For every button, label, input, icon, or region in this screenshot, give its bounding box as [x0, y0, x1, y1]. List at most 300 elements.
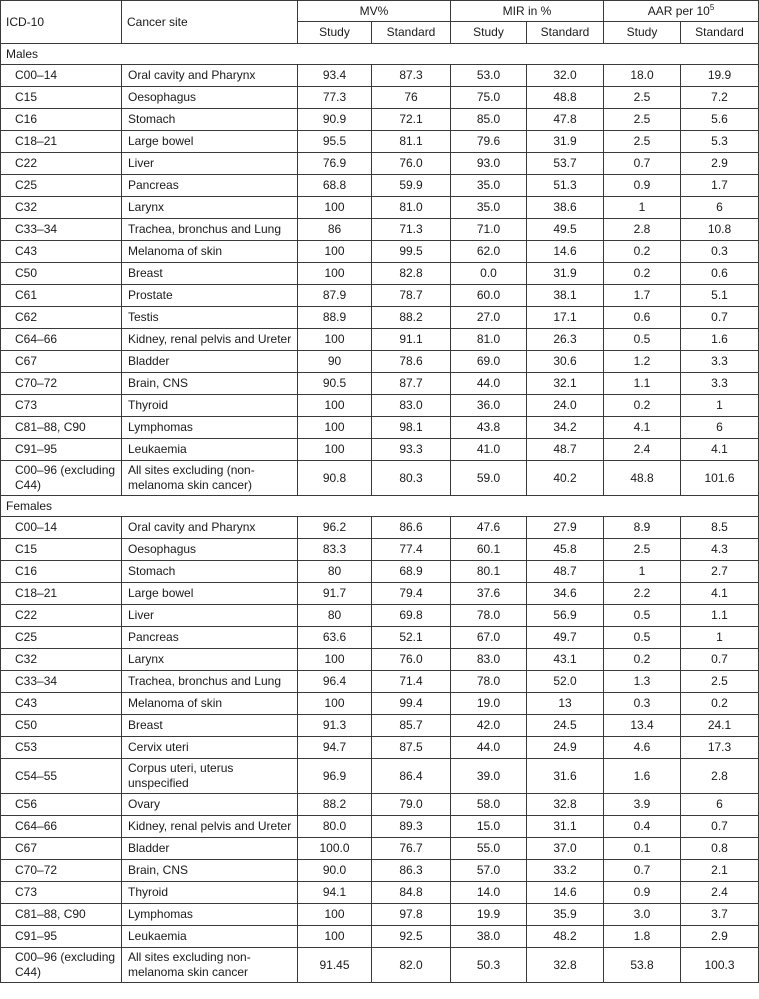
aar-standard-cell: 0.7: [681, 816, 759, 838]
table-body: [1, 44, 759, 983]
aar-standard-cell: 0.7: [681, 307, 759, 329]
aar-standard-cell: 3.7: [681, 904, 759, 926]
cancer-site-cell: Breast: [122, 263, 298, 285]
cancer-site-cell: Bladder: [122, 351, 298, 373]
mv-study-cell: 100: [298, 904, 372, 926]
aar-study-cell: 0.5: [604, 329, 681, 351]
mir-study-cell: 55.0: [451, 838, 527, 860]
cancer-site-cell: Oral cavity and Pharynx: [122, 517, 298, 539]
aar-study-cell: 2.5: [604, 109, 681, 131]
mv-standard-cell: 89.3: [372, 816, 451, 838]
cancer-site-cell: Testis: [122, 307, 298, 329]
icd-code-cell: C70–72: [1, 373, 122, 395]
icd-code-cell: C18–21: [1, 583, 122, 605]
mir-study-cell: 85.0: [451, 109, 527, 131]
aar-standard-cell: 2.5: [681, 671, 759, 693]
mir-study-cell: 50.3: [451, 948, 527, 983]
cancer-site-cell: Ovary: [122, 794, 298, 816]
mv-study-cell: 100: [298, 241, 372, 263]
aar-study-cell: 0.6: [604, 307, 681, 329]
mir-standard-cell: 17.1: [527, 307, 604, 329]
mir-study-cell: 80.1: [451, 561, 527, 583]
aar-standard-cell: 2.1: [681, 860, 759, 882]
table-row: [1, 671, 759, 693]
mir-standard-cell: 37.0: [527, 838, 604, 860]
aar-standard-cell: 1: [681, 395, 759, 417]
mir-study-cell: 43.8: [451, 417, 527, 439]
mir-study-header: Study: [451, 22, 527, 44]
mir-group-header: [451, 1, 604, 22]
mir-standard-cell: 53.7: [527, 153, 604, 175]
aar-group-header: [604, 1, 759, 22]
cancer-site-cell: Liver: [122, 605, 298, 627]
table-row: [1, 627, 759, 649]
aar-study-cell: 0.2: [604, 241, 681, 263]
aar-study-cell: 13.4: [604, 715, 681, 737]
section-row: [1, 44, 759, 65]
aar-standard-cell: 6: [681, 417, 759, 439]
table-row: [1, 263, 759, 285]
aar-standard-cell: 1.7: [681, 175, 759, 197]
cancer-site-cell: Liver: [122, 153, 298, 175]
cancer-site-cell: Oral cavity and Pharynx: [122, 65, 298, 87]
icd-code-cell: C43: [1, 241, 122, 263]
mir-study-cell: 67.0: [451, 627, 527, 649]
aar-standard-cell: 5.1: [681, 285, 759, 307]
table-row: [1, 948, 759, 983]
mv-study-cell: 80: [298, 561, 372, 583]
mv-standard-cell: 97.8: [372, 904, 451, 926]
mir-study-cell: 19.9: [451, 904, 527, 926]
aar-study-cell: 1.8: [604, 926, 681, 948]
cancer-site-cell: Oesophagus: [122, 539, 298, 561]
mv-standard-cell: 71.4: [372, 671, 451, 693]
mv-standard-cell: 86.4: [372, 759, 451, 794]
aar-study-cell: 2.8: [604, 219, 681, 241]
aar-study-cell: 4.1: [604, 417, 681, 439]
cancer-site-cell: Leukaemia: [122, 926, 298, 948]
table-row: [1, 109, 759, 131]
mv-study-cell: 100: [298, 417, 372, 439]
icd-code-cell: C25: [1, 627, 122, 649]
mv-standard-cell: 76: [372, 87, 451, 109]
mv-standard-cell: 99.4: [372, 693, 451, 715]
table-row: [1, 87, 759, 109]
table-header: [1, 1, 759, 44]
mir-study-cell: 79.6: [451, 131, 527, 153]
mv-study-cell: 83.3: [298, 539, 372, 561]
mir-standard-cell: 52.0: [527, 671, 604, 693]
icd-code-cell: C81–88, C90: [1, 417, 122, 439]
mir-standard-cell: 49.5: [527, 219, 604, 241]
mir-study-cell: 60.1: [451, 539, 527, 561]
mv-study-cell: 100: [298, 439, 372, 461]
mir-study-cell: 47.6: [451, 517, 527, 539]
aar-study-cell: 0.7: [604, 153, 681, 175]
aar-standard-cell: 0.7: [681, 649, 759, 671]
mir-study-cell: 19.0: [451, 693, 527, 715]
aar-standard-cell: 5.6: [681, 109, 759, 131]
aar-standard-cell: 100.3: [681, 948, 759, 983]
mv-standard-cell: 68.9: [372, 561, 451, 583]
aar-study-cell: 2.5: [604, 539, 681, 561]
mir-standard-cell: 32.1: [527, 373, 604, 395]
mv-study-cell: 100: [298, 197, 372, 219]
table-row: [1, 759, 759, 794]
mv-study-cell: 95.5: [298, 131, 372, 153]
mir-standard-cell: 14.6: [527, 241, 604, 263]
icd-code-cell: C81–88, C90: [1, 904, 122, 926]
mir-standard-cell: 30.6: [527, 351, 604, 373]
mir-standard-cell: 31.9: [527, 131, 604, 153]
icd-code-cell: C91–95: [1, 926, 122, 948]
mv-study-cell: 94.7: [298, 737, 372, 759]
mir-study-cell: 44.0: [451, 373, 527, 395]
cancer-site-cell: Large bowel: [122, 131, 298, 153]
aar-study-cell: 18.0: [604, 65, 681, 87]
aar-standard-cell: 0.3: [681, 241, 759, 263]
aar-standard-cell: 17.3: [681, 737, 759, 759]
mv-standard-cell: 87.3: [372, 65, 451, 87]
cancer-site-cell: Large bowel: [122, 583, 298, 605]
aar-standard-cell: 3.3: [681, 351, 759, 373]
aar-study-cell: 1: [604, 561, 681, 583]
aar-study-cell: 1.6: [604, 759, 681, 794]
mv-study-cell: 68.8: [298, 175, 372, 197]
icd-code-cell: C62: [1, 307, 122, 329]
table-row: [1, 860, 759, 882]
mv-study-cell: 91.3: [298, 715, 372, 737]
mir-standard-cell: 38.1: [527, 285, 604, 307]
cancer-site-cell: Pancreas: [122, 627, 298, 649]
mir-study-cell: 35.0: [451, 175, 527, 197]
mv-standard-cell: 78.7: [372, 285, 451, 307]
icd-code-cell: C50: [1, 715, 122, 737]
table-row: [1, 461, 759, 496]
aar-study-cell: 2.5: [604, 87, 681, 109]
aar-study-cell: 0.2: [604, 263, 681, 285]
mir-study-cell: 75.0: [451, 87, 527, 109]
mir-study-cell: 60.0: [451, 285, 527, 307]
mv-study-cell: 100: [298, 329, 372, 351]
mv-study-cell: 91.7: [298, 583, 372, 605]
mir-study-cell: 81.0: [451, 329, 527, 351]
aar-group-exponent: 5: [709, 2, 715, 12]
cancer-site-cell: All sites excluding non-melanoma skin cancer: [122, 948, 298, 983]
mir-standard-cell: 43.1: [527, 649, 604, 671]
mir-study-cell: 14.0: [451, 882, 527, 904]
mir-standard-cell: 34.6: [527, 583, 604, 605]
mir-study-cell: 35.0: [451, 197, 527, 219]
mir-standard-cell: 45.8: [527, 539, 604, 561]
table-row: [1, 838, 759, 860]
mir-study-cell: 78.0: [451, 605, 527, 627]
mir-standard-cell: 48.7: [527, 561, 604, 583]
mv-standard-cell: 87.7: [372, 373, 451, 395]
aar-study-cell: 0.2: [604, 649, 681, 671]
site-column-header: Cancer site: [122, 1, 298, 44]
icd-code-cell: C50: [1, 263, 122, 285]
mir-study-cell: 39.0: [451, 759, 527, 794]
mir-standard-cell: 32.0: [527, 65, 604, 87]
mv-study-cell: 90.8: [298, 461, 372, 496]
icd-code-cell: C15: [1, 87, 122, 109]
aar-standard-cell: 0.2: [681, 693, 759, 715]
mir-study-cell: 0.0: [451, 263, 527, 285]
mv-study-cell: 100: [298, 263, 372, 285]
icd-code-cell: C22: [1, 605, 122, 627]
cancer-site-cell: Lymphomas: [122, 904, 298, 926]
mv-standard-cell: 72.1: [372, 109, 451, 131]
table-row: [1, 307, 759, 329]
icd-code-cell: C43: [1, 693, 122, 715]
aar-standard-cell: 2.9: [681, 926, 759, 948]
mir-study-cell: 27.0: [451, 307, 527, 329]
cancer-site-cell: Larynx: [122, 649, 298, 671]
icd-code-cell: C32: [1, 649, 122, 671]
mir-standard-cell: 27.9: [527, 517, 604, 539]
aar-standard-cell: 5.3: [681, 131, 759, 153]
cancer-site-cell: All sites excluding (non-melanoma skin cancer): [122, 461, 298, 496]
aar-standard-header: Standard: [681, 22, 759, 44]
aar-study-cell: 0.2: [604, 395, 681, 417]
aar-standard-cell: 101.6: [681, 461, 759, 496]
aar-study-cell: 0.9: [604, 882, 681, 904]
mv-standard-cell: 88.2: [372, 307, 451, 329]
mir-study-cell: 36.0: [451, 395, 527, 417]
icd-code-cell: C25: [1, 175, 122, 197]
icd-code-cell: C33–34: [1, 219, 122, 241]
aar-study-cell: 0.5: [604, 627, 681, 649]
mv-standard-cell: 79.0: [372, 794, 451, 816]
icd-column-header: ICD-10: [1, 1, 122, 44]
aar-study-cell: 2.2: [604, 583, 681, 605]
cancer-site-cell: Larynx: [122, 197, 298, 219]
mv-study-cell: 96.9: [298, 759, 372, 794]
mv-study-cell: 80: [298, 605, 372, 627]
mir-standard-cell: 35.9: [527, 904, 604, 926]
cancer-site-cell: Pancreas: [122, 175, 298, 197]
cancer-site-cell: Thyroid: [122, 395, 298, 417]
mir-study-cell: 78.0: [451, 671, 527, 693]
table-row: [1, 649, 759, 671]
table-row: [1, 175, 759, 197]
icd-code-cell: C00–14: [1, 65, 122, 87]
mv-study-cell: 90: [298, 351, 372, 373]
table-row: [1, 373, 759, 395]
table-row: [1, 794, 759, 816]
icd-code-cell: C33–34: [1, 671, 122, 693]
mir-standard-header: Standard: [527, 22, 604, 44]
mir-study-cell: 44.0: [451, 737, 527, 759]
cancer-site-cell: Melanoma of skin: [122, 241, 298, 263]
mv-study-cell: 100: [298, 649, 372, 671]
table-row: [1, 539, 759, 561]
aar-study-cell: 1.2: [604, 351, 681, 373]
icd-code-cell: C64–66: [1, 816, 122, 838]
mir-standard-cell: 14.6: [527, 882, 604, 904]
mv-study-cell: 63.6: [298, 627, 372, 649]
mir-standard-cell: 48.2: [527, 926, 604, 948]
aar-study-cell: 0.9: [604, 175, 681, 197]
cancer-site-cell: Oesophagus: [122, 87, 298, 109]
mv-standard-cell: 84.8: [372, 882, 451, 904]
mv-standard-cell: 82.8: [372, 263, 451, 285]
cancer-site-cell: Lymphomas: [122, 417, 298, 439]
icd-code-cell: C67: [1, 351, 122, 373]
aar-study-cell: 8.9: [604, 517, 681, 539]
mv-standard-cell: 80.3: [372, 461, 451, 496]
icd-code-cell: C61: [1, 285, 122, 307]
mv-study-cell: 94.1: [298, 882, 372, 904]
mir-standard-cell: 49.7: [527, 627, 604, 649]
cancer-site-cell: Trachea, bronchus and Lung: [122, 219, 298, 241]
mv-study-cell: 96.2: [298, 517, 372, 539]
mir-standard-cell: 32.8: [527, 948, 604, 983]
aar-standard-cell: 10.8: [681, 219, 759, 241]
icd-code-cell: C00–96 (excluding C44): [1, 948, 122, 983]
mir-study-cell: 93.0: [451, 153, 527, 175]
aar-study-cell: 1.3: [604, 671, 681, 693]
cancer-site-cell: Corpus uteri, uterus unspecified: [122, 759, 298, 794]
mv-standard-cell: 98.1: [372, 417, 451, 439]
cancer-site-cell: Brain, CNS: [122, 860, 298, 882]
icd-code-cell: C53: [1, 737, 122, 759]
mv-standard-cell: 91.1: [372, 329, 451, 351]
aar-study-cell: 53.8: [604, 948, 681, 983]
mir-standard-cell: 24.9: [527, 737, 604, 759]
table-row: [1, 904, 759, 926]
mir-standard-cell: 31.6: [527, 759, 604, 794]
aar-standard-cell: 2.9: [681, 153, 759, 175]
table-row: [1, 329, 759, 351]
mir-study-cell: 71.0: [451, 219, 527, 241]
aar-study-cell: 0.1: [604, 838, 681, 860]
mv-study-cell: 87.9: [298, 285, 372, 307]
mv-standard-cell: 79.4: [372, 583, 451, 605]
icd-code-cell: C18–21: [1, 131, 122, 153]
table-row: [1, 285, 759, 307]
mir-standard-cell: 26.3: [527, 329, 604, 351]
section-title: Males: [1, 44, 759, 65]
table-row: [1, 737, 759, 759]
mv-standard-header: Standard: [372, 22, 451, 44]
table-row: [1, 351, 759, 373]
table-row: [1, 715, 759, 737]
aar-standard-cell: 0.8: [681, 838, 759, 860]
aar-study-header: Study: [604, 22, 681, 44]
mir-standard-cell: 47.8: [527, 109, 604, 131]
mv-standard-cell: 83.0: [372, 395, 451, 417]
icd-code-cell: C91–95: [1, 439, 122, 461]
aar-study-cell: 48.8: [604, 461, 681, 496]
aar-study-cell: 0.5: [604, 605, 681, 627]
mv-standard-cell: 77.4: [372, 539, 451, 561]
mv-standard-cell: 52.1: [372, 627, 451, 649]
mir-standard-cell: 33.2: [527, 860, 604, 882]
section-row: [1, 496, 759, 517]
cancer-site-cell: Melanoma of skin: [122, 693, 298, 715]
mv-study-cell: 88.2: [298, 794, 372, 816]
mir-standard-cell: 38.6: [527, 197, 604, 219]
mir-standard-cell: 40.2: [527, 461, 604, 496]
cancer-site-cell: Brain, CNS: [122, 373, 298, 395]
table-row: [1, 417, 759, 439]
aar-standard-cell: 1.6: [681, 329, 759, 351]
cancer-site-cell: Cervix uteri: [122, 737, 298, 759]
table-row: [1, 197, 759, 219]
table-row: [1, 153, 759, 175]
aar-standard-cell: 8.5: [681, 517, 759, 539]
table-row: [1, 395, 759, 417]
aar-study-cell: 1.7: [604, 285, 681, 307]
mir-standard-cell: 31.9: [527, 263, 604, 285]
aar-study-cell: 2.4: [604, 439, 681, 461]
cancer-site-cell: Breast: [122, 715, 298, 737]
aar-standard-cell: 4.3: [681, 539, 759, 561]
aar-study-cell: 3.9: [604, 794, 681, 816]
mv-standard-cell: 76.7: [372, 838, 451, 860]
mir-study-cell: 58.0: [451, 794, 527, 816]
cancer-site-cell: Prostate: [122, 285, 298, 307]
table-row: [1, 693, 759, 715]
table-row: [1, 605, 759, 627]
icd-code-cell: C16: [1, 109, 122, 131]
mv-standard-cell: 85.7: [372, 715, 451, 737]
cancer-site-cell: Kidney, renal pelvis and Ureter: [122, 329, 298, 351]
aar-standard-cell: 1: [681, 627, 759, 649]
icd-code-cell: C56: [1, 794, 122, 816]
mv-study-cell: 91.45: [298, 948, 372, 983]
mir-standard-cell: 24.0: [527, 395, 604, 417]
section-title: Females: [1, 496, 759, 517]
mv-standard-cell: 82.0: [372, 948, 451, 983]
aar-study-cell: 0.4: [604, 816, 681, 838]
mir-study-cell: 41.0: [451, 439, 527, 461]
table-row: [1, 926, 759, 948]
mv-study-cell: 86: [298, 219, 372, 241]
aar-standard-cell: 2.8: [681, 759, 759, 794]
cancer-site-cell: Kidney, renal pelvis and Ureter: [122, 816, 298, 838]
mv-study-cell: 100: [298, 693, 372, 715]
icd-code-cell: C70–72: [1, 860, 122, 882]
mir-study-cell: 83.0: [451, 649, 527, 671]
aar-standard-cell: 7.2: [681, 87, 759, 109]
icd-code-cell: C67: [1, 838, 122, 860]
icd-code-cell: C54–55: [1, 759, 122, 794]
mir-study-cell: 53.0: [451, 65, 527, 87]
aar-study-cell: 0.3: [604, 693, 681, 715]
cancer-site-cell: Stomach: [122, 109, 298, 131]
mv-study-cell: 76.9: [298, 153, 372, 175]
table-row: [1, 816, 759, 838]
cancer-site-cell: Thyroid: [122, 882, 298, 904]
header-row-groups: [1, 1, 759, 22]
mir-study-cell: 59.0: [451, 461, 527, 496]
mv-study-cell: 90.5: [298, 373, 372, 395]
mv-study-cell: 90.9: [298, 109, 372, 131]
aar-group-label: AAR per 10: [647, 3, 710, 18]
table-row: [1, 439, 759, 461]
mir-standard-cell: 34.2: [527, 417, 604, 439]
mv-standard-cell: 81.0: [372, 197, 451, 219]
icd-code-cell: C16: [1, 561, 122, 583]
mv-study-cell: 77.3: [298, 87, 372, 109]
mv-study-cell: 100: [298, 395, 372, 417]
mir-standard-cell: 48.7: [527, 439, 604, 461]
cancer-site-cell: Trachea, bronchus and Lung: [122, 671, 298, 693]
mv-study-cell: 80.0: [298, 816, 372, 838]
